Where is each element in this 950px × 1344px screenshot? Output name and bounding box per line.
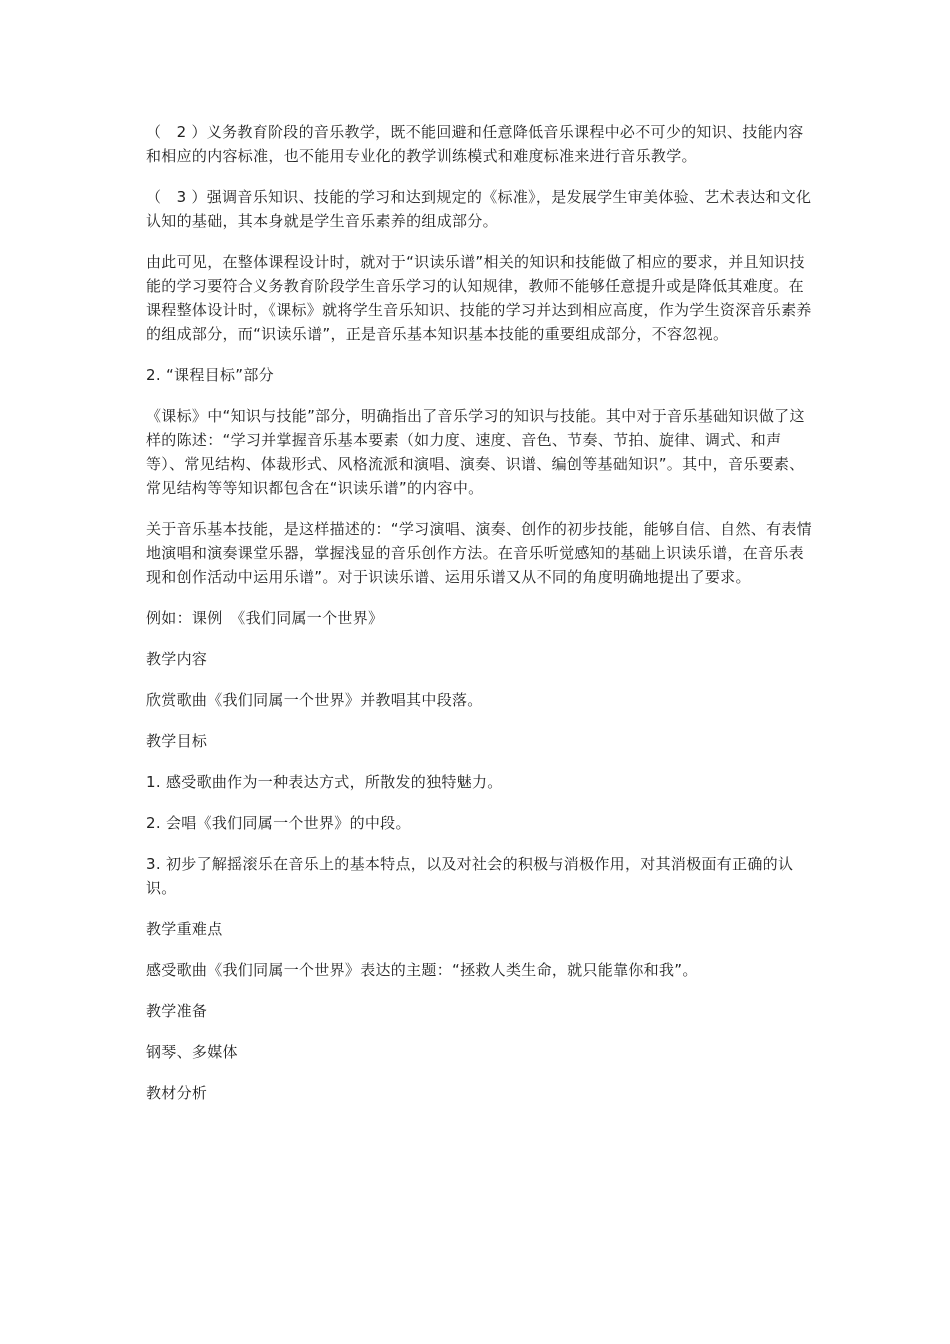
teaching-content-text: 欣赏歌曲《我们同属一个世界》并教唱其中段落。: [146, 691, 483, 709]
paragraph-point-3: （ 3 ）强调音乐知识、技能的学习和达到规定的《标准》，是发展学生审美体验、艺术表达和文化认知的基础，其本身就是学生音乐素养的组成部分。: [146, 188, 812, 230]
paragraph-summary: 由此可见，在整体课程设计时，就对于“识读乐谱”相关的知识和技能做了相应的要求，并且知识技能的学习要符合义务教育阶段学生音乐学习的认知规律，教师不能够任意提升或是降低其难度。在课程整体设计时，《课标》就将学生音乐知识、技能的学习并达到相应高度，作为学生资深音乐素养的组成部分，而“识读乐谱”，正是音乐基本知识基本技能的重要组成部分，不容忽视。: [146, 253, 812, 343]
paragraph-knowledge-skills: 《课标》中“知识与技能”部分，明确指出了音乐学习的知识与技能。其中对于音乐基础知识做了这样的陈述：“学习并掌握音乐基本要素（如力度、速度、音色、节奏、节拍、旋律、调式、和声等）、常见结构、体裁形式、风格流派和演唱、演奏、识谱、编创等基础知识”。其中，音乐要素、常见结构等等知识都包含在“识读乐谱”的内容中。: [146, 407, 805, 497]
example-lesson-title: 例如：课例 《我们同属一个世界》: [146, 609, 384, 627]
goal-item-2: 2. 会唱《我们同属一个世界》的中段。: [146, 814, 411, 832]
heading-teaching-content: 教学内容: [146, 650, 208, 668]
section-heading-course-goals: 2. “课程目标”部分: [146, 366, 274, 384]
heading-material-analysis: 教材分析: [146, 1084, 208, 1102]
heading-key-points: 教学重难点: [146, 920, 223, 938]
preparation-text: 钢琴、多媒体: [146, 1043, 238, 1061]
heading-teaching-goals: 教学目标: [146, 732, 208, 750]
paragraph-basic-skills: 关于音乐基本技能，是这样描述的：“学习演唱、演奏、创作的初步技能，能够自信、自然、有表情地演唱和演奏课堂乐器，掌握浅显的音乐创作方法。在音乐听觉感知的基础上识读乐谱，在音乐表现和创作活动中运用乐谱”。对于识读乐谱、运用乐谱又从不同的角度明确地提出了要求。: [146, 520, 812, 586]
goal-item-3: 3. 初步了解摇滚乐在音乐上的基本特点，以及对社会的积极与消极作用，对其消极面有正确的认识。: [146, 855, 794, 897]
document-body: [146, 120, 814, 1122]
paragraph-point-2: （ 2 ）义务教育阶段的音乐教学，既不能回避和任意降低音乐课程中必不可少的知识、技能内容和相应的内容标准，也不能用专业化的教学训练模式和难度标准来进行音乐教学。: [146, 123, 804, 165]
key-points-text: 感受歌曲《我们同属一个世界》表达的主题：“拯救人类生命，就只能靠你和我”。: [146, 961, 698, 979]
goal-item-1: 1. 感受歌曲作为一种表达方式，所散发的独特魅力。: [146, 773, 503, 791]
heading-preparation: 教学准备: [146, 1002, 208, 1020]
